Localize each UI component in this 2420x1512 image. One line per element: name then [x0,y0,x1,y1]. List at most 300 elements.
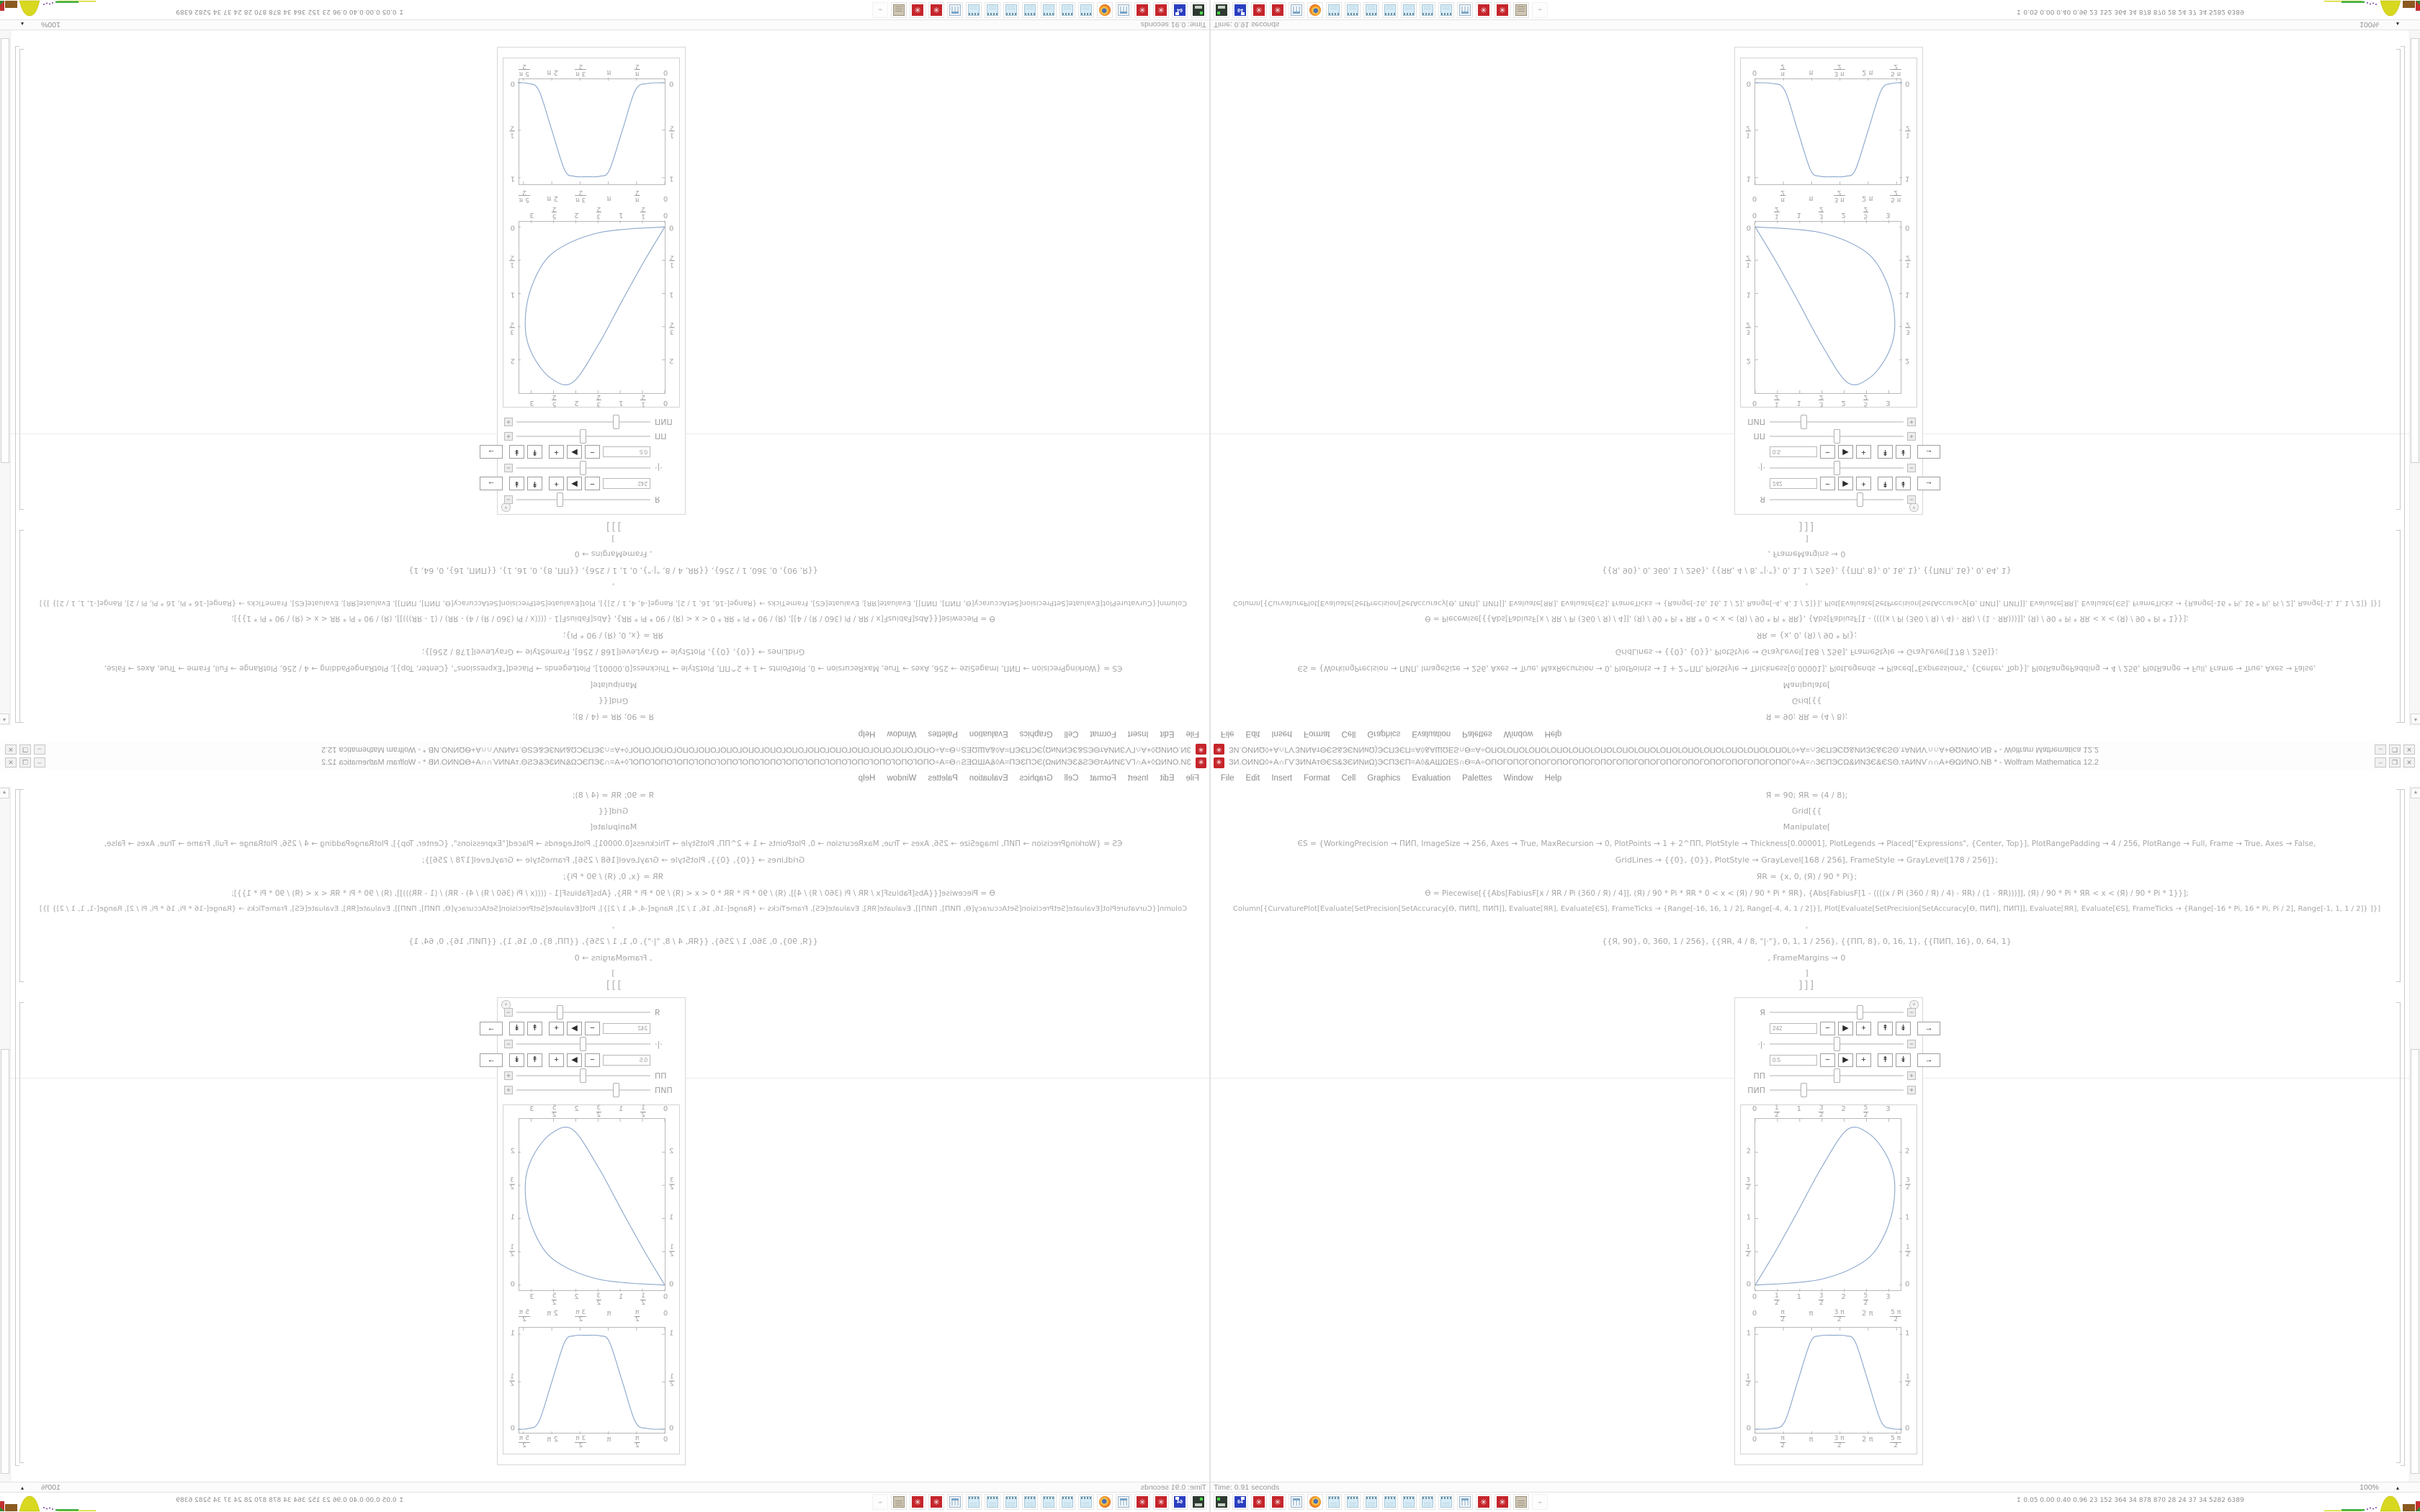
menu-item-format[interactable]: Format [1090,774,1116,783]
script-icon[interactable] [891,1494,907,1510]
slider-row [502,1083,681,1097]
play-button[interactable]: ▶ [567,477,582,491]
floppy64-icon[interactable]: 64 [1232,2,1248,18]
menu-item-palettes[interactable]: Palettes [1462,774,1492,783]
step-minus-button[interactable]: − [1820,446,1835,459]
drive-icon[interactable] [1191,2,1206,18]
mathematica-icon[interactable]: ✳ [1153,1494,1169,1510]
plug-icon[interactable]: ⌁ [1532,1494,1548,1510]
script-icon[interactable] [1513,2,1529,18]
floppy64-icon[interactable]: 64 [1232,1494,1248,1510]
step-minus-button[interactable]: − [585,477,600,491]
mathematica-icon[interactable]: ✳ [928,2,944,18]
slider-value-input[interactable] [603,1023,650,1034]
calculator-icon[interactable] [1457,1494,1473,1510]
window-titlebar[interactable] [1211,756,2420,771]
menu-item-edit[interactable]: Edit [1160,774,1175,783]
menu-item-insert[interactable]: Insert [1271,774,1293,783]
menu-item-file[interactable]: File [1221,774,1234,783]
slider-collapse-button[interactable]: − [504,1008,513,1017]
drive-icon[interactable] [1191,1494,1206,1510]
slider-thumb[interactable] [580,461,586,475]
slider-value-input[interactable] [1770,447,1817,458]
drive-icon[interactable] [1214,2,1229,18]
script-icon[interactable] [891,2,907,18]
notepad-icon[interactable] [1022,1494,1038,1510]
code-line: Column[{CurvaturePlot[Evaluate[SetPrecision[SetAccuracy[Ѳ, ПИП], ПИП]], Evaluate[ЯR], Evaluate[ЄS], FrameTicks → {Range[-16, 16, 1 / 2], Range[-4, 4, 1 / 2]}], Plot[Evaluate[SetPrecision[SetAccuracy[Ѳ, ПИП], ПИП]], Evaluate[ЯR], Evaluate[ЄS], FrameTicks → {Range[-16 * Pi, 16 * Pi, Pi / 2], Range[-1, 1, 1 / 2]} ]}] [1232,599,2381,607]
menu-item-evaluation[interactable]: Evaluation [1412,729,1451,738]
x-tick-label: 2 [1841,1105,1846,1113]
slider-expand-button[interactable]: + [504,418,513,426]
slider-value-input[interactable] [603,447,650,458]
close-button[interactable]: ✕ [5,744,17,755]
slower-button[interactable]: ↟ [1878,1022,1893,1035]
notepad-icon[interactable] [1059,2,1075,18]
notepad-icon[interactable] [1382,2,1398,18]
menu-item-evaluation[interactable]: Evaluation [969,729,1008,738]
x-tick-label: $\frac{1}{2}$ [1775,1292,1779,1307]
notepad-icon[interactable] [1420,2,1435,18]
step-plus-button[interactable]: + [549,1022,564,1035]
slider-track[interactable] [516,1037,650,1051]
script-icon[interactable] [1513,1494,1529,1510]
notepad-icon[interactable] [985,1494,1000,1510]
x-tick-label: 1 2 [641,393,645,408]
notepad-icon[interactable] [1345,1494,1361,1510]
notepad-icon[interactable] [1382,1494,1398,1510]
menu-item-palettes[interactable]: Palettes [928,774,958,783]
notepad-icon[interactable] [1022,2,1038,18]
play-button[interactable]: ▶ [567,1022,582,1035]
slider-collapse-button[interactable]: − [504,1040,513,1048]
slider-value-input[interactable] [603,479,650,490]
slider-expand-button[interactable]: + [1907,418,1916,426]
slider-thumb[interactable] [1857,1005,1863,1020]
slider-thumb[interactable] [1834,1068,1840,1083]
y-tick-label: 0 [669,223,674,232]
direction-button[interactable]: → [480,446,503,459]
plug-icon[interactable]: ⌁ [872,2,888,18]
slider-track[interactable] [1770,1037,1904,1051]
menu-item-help[interactable]: Help [858,774,876,783]
notepad-icon[interactable] [1003,2,1019,18]
step-plus-button[interactable]: + [549,446,564,459]
menu-item-graphics[interactable]: Graphics [1019,774,1053,783]
mathematica-icon[interactable]: ✳ [1270,2,1286,18]
slider-thumb[interactable] [1801,1083,1807,1097]
direction-button[interactable]: → [1917,1053,1940,1067]
mathematica-icon[interactable]: ✳ [910,2,926,18]
manipulate-options-icon[interactable]: + [501,503,511,512]
plot-frame [1754,221,1901,394]
y-tick-label: 1 2 [670,124,674,139]
slider-track[interactable] [1770,492,1904,507]
scrollbar-thumb[interactable] [2411,1049,2419,1474]
slider-expand-button[interactable]: + [1907,1071,1916,1080]
input-cell-bracket[interactable] [19,789,24,982]
menu-item-graphics[interactable]: Graphics [1367,729,1401,738]
cell-group-bracket[interactable] [2401,789,2405,1466]
menu-item-insert[interactable]: Insert [1271,729,1293,738]
slider-row [1739,492,1918,507]
faster-button[interactable]: ↡ [1896,477,1911,491]
notepad-icon[interactable] [1078,1494,1094,1510]
step-plus-button[interactable]: + [1856,446,1871,459]
restore-button[interactable]: ❐ [2389,744,2401,755]
slider-collapse-button[interactable]: − [504,495,513,504]
close-button[interactable]: ✕ [2403,757,2415,768]
notebook-area[interactable] [1211,30,2420,726]
scrollbar-thumb[interactable] [1,1049,9,1474]
notepad-icon[interactable] [1041,2,1057,18]
calculator-icon[interactable] [947,2,963,18]
step-plus-button[interactable]: + [1856,477,1871,491]
minimize-button[interactable]: – [2375,757,2386,768]
x-tick-label: 3 [529,211,534,219]
slider-track[interactable] [516,492,650,507]
menu-item-palettes[interactable]: Palettes [1462,729,1492,738]
direction-button[interactable]: → [480,477,503,491]
menu-item-edit[interactable]: Edit [1245,774,1260,783]
notepad-icon[interactable] [1326,1494,1342,1510]
calculator-icon[interactable] [1116,2,1131,18]
input-cell-bracket[interactable] [19,530,24,723]
code-line: Ѳ = Piecewise[{{Abs[FabiusF[x / ЯR / Pi (360 / Я) / 4]], (Я) / 90 * Pi * ЯR * 0 < x < (Я) / 90 * Pi * ЯR}, {Abs[FabiusF[1 - ((((x / Pi (360 / Я) / 4) - ЯR) / (1 - ЯR)))]], (Я) / 90 * Pi * ЯR < x < (Я) / 90 * Pi * 1}}]; [1425,889,2189,898]
faster-button[interactable]: ↡ [509,1053,524,1067]
notepad-icon[interactable] [1345,2,1361,18]
code-line: {{Я, 90}, 0, 360, 1 / 256}, {{ЯR, 4 / 8, "|·"}, 0, 1, 1 / 256}, {{ПП, 8}, 0, 16, 1}, {{ПИП, 16}, 0, 64, 1} [1602,566,2012,575]
slider-thumb[interactable] [614,415,620,429]
mathematica-icon[interactable]: ✳ [1494,2,1510,18]
x-tick-label: 2 [574,1293,579,1301]
y-tick-label: 0 [510,1280,515,1289]
code-line: , FrameMargins → 0 [574,549,653,559]
plug-icon[interactable]: ⌁ [1532,2,1548,18]
step-plus-button[interactable]: + [549,1053,564,1067]
scrollbar-thumb[interactable] [2411,38,2419,463]
slider-thumb[interactable] [1857,492,1863,507]
faster-button[interactable]: ↡ [509,477,524,491]
scrollbar-up-icon[interactable]: ▲ [0,714,9,724]
menu-item-evaluation[interactable]: Evaluation [1412,774,1451,783]
notepad-icon[interactable] [966,2,982,18]
slider-thumb[interactable] [1834,461,1840,475]
x-tick-label: $\frac{3 \pi}{2}$ [1834,1435,1845,1449]
minimize-button[interactable]: – [2375,744,2386,755]
calculator-icon[interactable] [1457,2,1473,18]
calculator-icon[interactable] [1289,2,1304,18]
mathematica-icon[interactable]: ✳ [1134,1494,1150,1510]
slider-track[interactable] [1770,461,1904,475]
notepad-icon[interactable] [1326,2,1342,18]
menu-item-edit[interactable]: Edit [1160,729,1175,738]
notepad-icon[interactable] [1438,1494,1454,1510]
slider-thumb[interactable] [580,1037,586,1051]
firefox-icon[interactable] [1307,1494,1323,1510]
restore-button[interactable]: ❐ [2389,757,2401,768]
slider-label: ПИП [1747,417,1765,427]
notepad-icon[interactable] [1041,1494,1057,1510]
slower-button[interactable]: ↟ [527,477,542,491]
menu-item-insert[interactable]: Insert [1127,729,1149,738]
drive-icon[interactable] [1214,1494,1229,1510]
step-minus-button[interactable]: − [585,446,600,459]
curvature-plot [505,202,679,407]
menu-item-file[interactable]: File [1186,774,1199,783]
direction-button[interactable]: → [480,1022,503,1035]
slider-row [502,492,681,507]
direction-button[interactable]: → [1917,446,1940,459]
play-button[interactable]: ▶ [1838,477,1853,491]
faster-button[interactable]: ↡ [1896,446,1911,459]
mathematica-icon[interactable]: ✳ [1251,2,1267,18]
y-tick-label: 1 2 [510,253,514,269]
scrollbar-thumb[interactable] [1,38,9,463]
play-button[interactable]: ▶ [1838,1022,1853,1035]
mathematica-icon[interactable]: ✳ [1270,1494,1286,1510]
calculator-icon[interactable] [1116,1494,1131,1510]
menu-item-format[interactable]: Format [1090,729,1116,738]
manipulate-options-icon[interactable]: + [1909,1000,1919,1009]
notepad-icon[interactable] [966,1494,982,1510]
faster-button[interactable]: ↡ [509,446,524,459]
slider-label: ПИП [655,417,673,427]
manipulate-options-icon[interactable]: + [1909,503,1919,512]
slower-button[interactable]: ↟ [527,446,542,459]
slower-button[interactable]: ↟ [527,1022,542,1035]
faster-button[interactable]: ↡ [1896,1053,1911,1067]
direction-button[interactable]: → [1917,477,1940,491]
output-cell-bracket[interactable] [19,1002,24,1463]
slider-track[interactable] [516,415,650,429]
mathematica-icon[interactable]: ✳ [928,1494,944,1510]
notepad-icon[interactable] [1078,2,1094,18]
slider-track[interactable] [516,461,650,475]
firefox-icon[interactable] [1097,2,1113,18]
slider-label: ПП [1753,1071,1765,1081]
menu-item-edit[interactable]: Edit [1245,729,1260,738]
slider-thumb[interactable] [1834,1037,1840,1051]
menu-item-window[interactable]: Window [887,774,917,783]
window-titlebar[interactable] [0,741,1209,756]
x-tick-label: 2 [574,1105,579,1113]
plot-curve [518,1328,665,1434]
slider-track[interactable] [516,1068,650,1083]
code-line: , [611,582,615,591]
slider-expand-button[interactable]: + [1907,432,1916,441]
notepad-icon[interactable] [1003,1494,1019,1510]
step-plus-button[interactable]: + [549,477,564,491]
calculator-icon[interactable] [947,1494,963,1510]
slider-track[interactable] [516,429,650,444]
x-tick-label: 3 [529,399,534,407]
slider-track[interactable] [516,1005,650,1020]
slider-value-input[interactable] [1770,1055,1817,1066]
mathematica-icon[interactable]: ✳ [1476,1494,1492,1510]
slider-value-input[interactable] [1770,1023,1817,1034]
menu-item-graphics[interactable]: Graphics [1019,729,1053,738]
play-button[interactable]: ▶ [567,1053,582,1067]
mathematica-icon[interactable]: ✳ [1251,1494,1267,1510]
output-cell-bracket[interactable] [2396,1002,2401,1463]
slider-thumb[interactable] [1834,429,1840,444]
calculator-icon[interactable] [1289,1494,1304,1510]
slider-track[interactable] [1770,1068,1904,1083]
scrollbar-up-icon[interactable]: ▲ [2411,788,2420,798]
step-minus-button[interactable]: − [585,1022,600,1035]
menu-item-help[interactable]: Help [858,729,876,738]
window-titlebar[interactable] [1211,741,2420,756]
menu-item-cell[interactable]: Cell [1064,774,1079,783]
step-plus-button[interactable]: + [1856,1053,1871,1067]
menu-item-graphics[interactable]: Graphics [1367,774,1401,783]
slider-collapse-button[interactable]: − [1907,1008,1916,1017]
cell-group-bracket[interactable] [2401,46,2405,723]
menu-item-palettes[interactable]: Palettes [928,729,958,738]
slider-expand-button[interactable]: + [1907,1086,1916,1094]
play-button[interactable]: ▶ [1838,1053,1853,1067]
firefox-icon[interactable] [1307,2,1323,18]
scrollbar-up-icon[interactable]: ▲ [2411,714,2420,724]
slider-value-input[interactable] [603,1055,650,1066]
restore-button[interactable]: ❐ [19,744,31,755]
notebook-area[interactable] [0,786,1209,1482]
direction-button[interactable]: → [1917,1022,1940,1035]
mathematica-icon[interactable]: ✳ [1153,2,1169,18]
y-tick-label: 1 [669,1213,674,1222]
manipulate-options-icon[interactable]: + [501,1000,511,1009]
slider-thumb[interactable] [580,429,586,444]
scrollbar-up-icon[interactable]: ▲ [0,788,9,798]
slider-collapse-button[interactable]: − [504,464,513,472]
plug-icon[interactable]: ⌁ [872,1494,888,1510]
slower-button[interactable]: ↟ [1878,446,1893,459]
menu-item-format[interactable]: Format [1304,729,1330,738]
minimize-button[interactable]: – [34,744,45,755]
notepad-icon[interactable] [1420,1494,1435,1510]
slider-expand-button[interactable]: + [504,432,513,441]
menu-item-help[interactable]: Help [1544,729,1562,738]
menu-item-cell[interactable]: Cell [1341,729,1356,738]
slower-button[interactable]: ↟ [527,1053,542,1067]
slider-collapse-button[interactable]: − [1907,495,1916,504]
output-cell-bracket[interactable] [2396,49,2401,510]
mathematica-icon[interactable]: ✳ [1476,2,1492,18]
menu-item-insert[interactable]: Insert [1127,774,1149,783]
slider-track[interactable] [1770,415,1904,429]
menu-item-file[interactable]: File [1221,729,1234,738]
slider-track[interactable] [1770,1005,1904,1020]
notepad-icon[interactable] [1363,2,1379,18]
fabius-bell-plot [505,58,679,202]
menu-item-file[interactable]: File [1186,729,1199,738]
menu-bar [1211,770,2420,786]
slider-thumb[interactable] [614,1083,620,1097]
slower-button[interactable]: ↟ [1878,1053,1893,1067]
x-tick-label: 2 π [547,68,558,76]
floppy64-icon[interactable]: 64 [1172,2,1188,18]
vertical-scrollbar[interactable] [0,30,11,726]
mathematica-icon[interactable]: ✳ [1134,2,1150,18]
window-controls [2375,744,2415,755]
vertical-scrollbar[interactable] [2409,30,2420,726]
menu-item-window[interactable]: Window [1503,774,1533,783]
menu-item-window[interactable]: Window [887,729,917,738]
menu-item-cell[interactable]: Cell [1341,774,1356,783]
y-tick-label: 1 [1905,1329,1910,1338]
slider-thumb[interactable] [1801,415,1807,429]
menu-item-format[interactable]: Format [1304,774,1330,783]
slider-thumb[interactable] [580,1068,586,1083]
direction-button[interactable]: → [480,1053,503,1067]
menu-item-help[interactable]: Help [1544,774,1562,783]
slider-input-row [1770,1051,1933,1068]
window-titlebar[interactable] [0,756,1209,771]
x-tick-label: 3 2 [596,393,601,408]
notepad-icon[interactable] [1401,1494,1417,1510]
close-button[interactable]: ✕ [2403,744,2415,755]
slider-expand-button[interactable]: + [504,1071,513,1080]
step-minus-button[interactable]: − [585,1053,600,1067]
menu-item-cell[interactable]: Cell [1064,729,1079,738]
menu-item-window[interactable]: Window [1503,729,1533,738]
notepad-icon[interactable] [1059,1494,1075,1510]
notepad-icon[interactable] [1401,2,1417,18]
step-plus-button[interactable]: + [1856,1022,1871,1035]
notebook-area[interactable] [1211,786,2420,1482]
vertical-scrollbar[interactable] [0,786,11,1482]
slower-button[interactable]: ↟ [1878,477,1893,491]
close-button[interactable]: ✕ [5,757,17,768]
slider-expand-button[interactable]: + [504,1086,513,1094]
step-minus-button[interactable]: − [1820,477,1835,491]
notepad-icon[interactable] [985,2,1000,18]
step-minus-button[interactable]: − [1820,1053,1835,1067]
slider-collapse-button[interactable]: − [1907,464,1916,472]
x-tick-label: 3 [1886,399,1891,407]
slider-label: Я [1760,1007,1765,1017]
output-cell-bracket[interactable] [19,49,24,510]
restore-button[interactable]: ❐ [19,757,31,768]
slider-thumb[interactable] [557,492,563,507]
y-tick-label: 2 [669,1147,674,1156]
slider-track[interactable] [1770,429,1904,444]
notepad-icon[interactable] [1363,1494,1379,1510]
step-minus-button[interactable]: − [1820,1022,1835,1035]
play-button[interactable]: ▶ [567,446,582,459]
notepad-icon[interactable] [1438,2,1454,18]
system-monitor-graph [2311,0,2420,19]
vertical-scrollbar[interactable] [2409,786,2420,1482]
faster-button[interactable]: ↡ [1896,1022,1911,1035]
play-button[interactable]: ▶ [1838,446,1853,459]
mathematica-icon[interactable]: ✳ [1494,1494,1510,1510]
mathematica-icon[interactable]: ✳ [910,1494,926,1510]
faster-button[interactable]: ↡ [509,1022,524,1035]
slider-collapse-button[interactable]: − [1907,1040,1916,1048]
window-controls [5,757,45,768]
slider-thumb[interactable] [557,1005,563,1020]
menu-item-evaluation[interactable]: Evaluation [969,774,1008,783]
firefox-icon[interactable] [1097,1494,1113,1510]
notebook-area[interactable] [0,30,1209,726]
slider-track[interactable] [516,1083,650,1097]
minimize-button[interactable]: – [34,757,45,768]
floppy64-icon[interactable]: 64 [1172,1494,1188,1510]
slider-track[interactable] [1770,1083,1904,1097]
y-tick-label: 2 [1905,1147,1910,1156]
slider-value-input[interactable] [1770,479,1817,490]
